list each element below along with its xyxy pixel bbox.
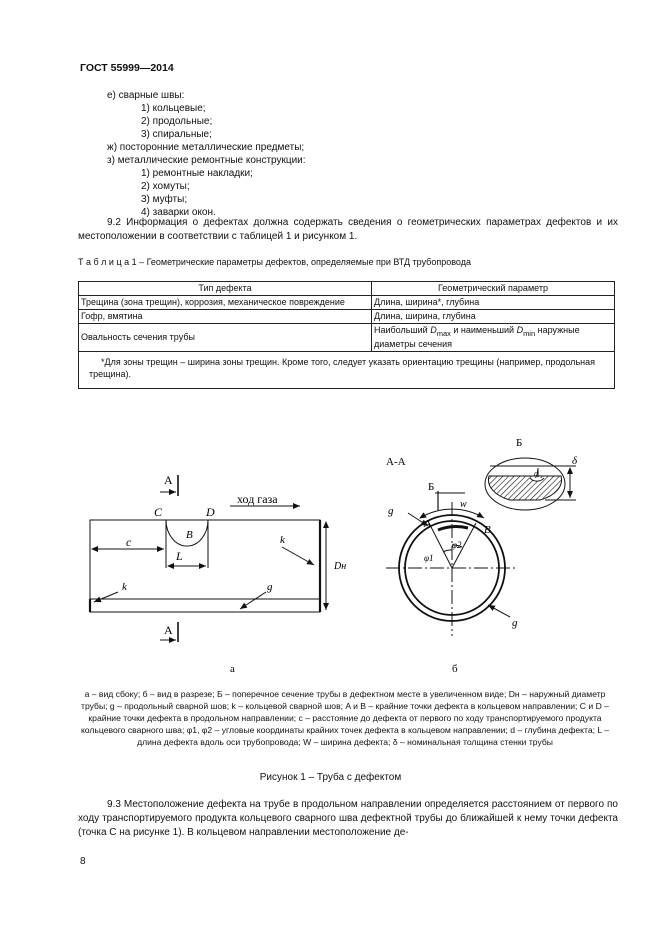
- cross-section-view: [386, 437, 578, 675]
- defect-parameters-table: [78, 281, 615, 389]
- distance-label: c: [126, 535, 132, 549]
- figure-caption-a: а: [230, 663, 235, 675]
- side-view: [90, 473, 346, 675]
- paragraph-9-2: 9.2 Информация о дефектах должна содержать сведения о геометрических параметрах дефектов и их местоположении в соответствии с таблицей 1 и рисунком 1.: [78, 217, 618, 242]
- diameter-label: Dн: [334, 561, 347, 572]
- ring-weld-label: k: [280, 534, 285, 546]
- width-label: w: [460, 499, 467, 510]
- list-item: 3) спиральные;: [141, 129, 212, 140]
- ring-weld-label: k: [122, 581, 127, 593]
- gas-flow-label: ход газа: [237, 492, 278, 506]
- depth-label: d: [534, 469, 538, 478]
- figure-title: Рисунок 1 – Труба с дефектом: [259, 772, 402, 783]
- table-row: [79, 310, 615, 324]
- zoom-mark: Б: [428, 481, 435, 493]
- table-row: [79, 351, 615, 388]
- section-mark: А: [164, 623, 173, 637]
- list-item: е) сварные швы:: [107, 90, 185, 101]
- long-weld-label: g: [388, 505, 394, 517]
- zoom-detail-label: Б: [516, 437, 523, 449]
- list-item: 2) хомуты;: [141, 181, 190, 192]
- figure-caption-b: б: [452, 663, 458, 675]
- table-cell: Наибольший $D_{max}$ и наименьший $D_{min}$ наружные диаметры сечения: [372, 324, 615, 352]
- list-item: 4) заварки окон.: [141, 207, 216, 218]
- table-cell: Овальность сечения трубы: [79, 324, 372, 352]
- point-c-label: C: [154, 505, 163, 519]
- table-cell: Трещина (зона трещин), коррозия, механическое повреждение: [79, 296, 372, 310]
- list-item: 3) муфты;: [141, 194, 188, 205]
- table-cell: Длина, ширина, глубина: [372, 310, 615, 324]
- table-row: [79, 296, 615, 310]
- list-item: 1) ремонтные накладки;: [141, 168, 253, 179]
- document-header: ГОСТ 55999—2014: [80, 62, 174, 74]
- point-b-label: B: [186, 529, 193, 541]
- list-item: з) металлические ремонтные конструкции:: [107, 155, 306, 166]
- page-number: 8: [80, 856, 86, 867]
- length-label: L: [176, 549, 183, 563]
- long-weld-label: g: [512, 617, 518, 629]
- table-header: Геометрический параметр: [372, 282, 615, 296]
- figure-legend: а – вид сбоку; б – вид в разрезе; Б – поперечное сечение трубы в дефектном месте в увеличенном виде; Dн – наружный диаметр трубы; g – продольный сварной шов; k – кольцевой сварной шов; A и B – крайние точки дефекта в кольцевом направлении; C и D – крайние точки дефекта в продольном направлении; c – расстояние до дефекта от первого по ходу транспортируемого продукта кольцевого сварного шва; φ1, φ2 – угловые координаты крайних точек дефекта в кольцевом направлении; d – глубина дефекта; L – длина дефекта вдоль оси трубопровода; W – ширина дефекта; δ – номинальная толщина стенки трубы: [80, 689, 610, 747]
- figure-1: [0, 430, 661, 680]
- thickness-label: δ: [572, 455, 578, 467]
- table-cell: Гофр, вмятина: [79, 310, 372, 324]
- angle-phi2-label: φ2: [452, 540, 462, 550]
- point-b-label: B: [484, 524, 491, 536]
- table-row: [79, 324, 615, 352]
- table-caption: Т а б л и ц а 1 – Геометрические параметры дефектов, определяемые при ВТД трубопровода: [78, 257, 471, 267]
- table-header: Тип дефекта: [79, 282, 372, 296]
- paragraph-9-3: 9.3 Местоположение дефекта на трубе в продольном направлении определяется расстоянием от первого по ходу транспортируемого продукта кольцевого сварного шва дефектной трубы до ближайшей к нему точки дефекта (точка С на рисунке 1). В кольцевом направлении местоположение де-: [78, 799, 618, 838]
- angle-phi1-label: φ1: [424, 553, 434, 563]
- section-mark: А: [164, 473, 173, 487]
- list-item: 2) продольные;: [141, 116, 213, 127]
- point-a-label: A: [424, 518, 431, 530]
- table-cell: Длина, ширина*, глубина: [372, 296, 615, 310]
- point-d-label: D: [206, 505, 215, 519]
- long-weld-label: g: [267, 581, 273, 593]
- table-footnote: *Для зоны трещин – ширина зоны трещин. Кроме того, следует указать ориентацию трещины (например, продольная трещина).: [79, 351, 615, 388]
- list-item: 1) кольцевые;: [141, 103, 206, 114]
- list-item: ж) посторонние металлические предметы;: [107, 142, 305, 153]
- section-title: А-А: [386, 456, 406, 468]
